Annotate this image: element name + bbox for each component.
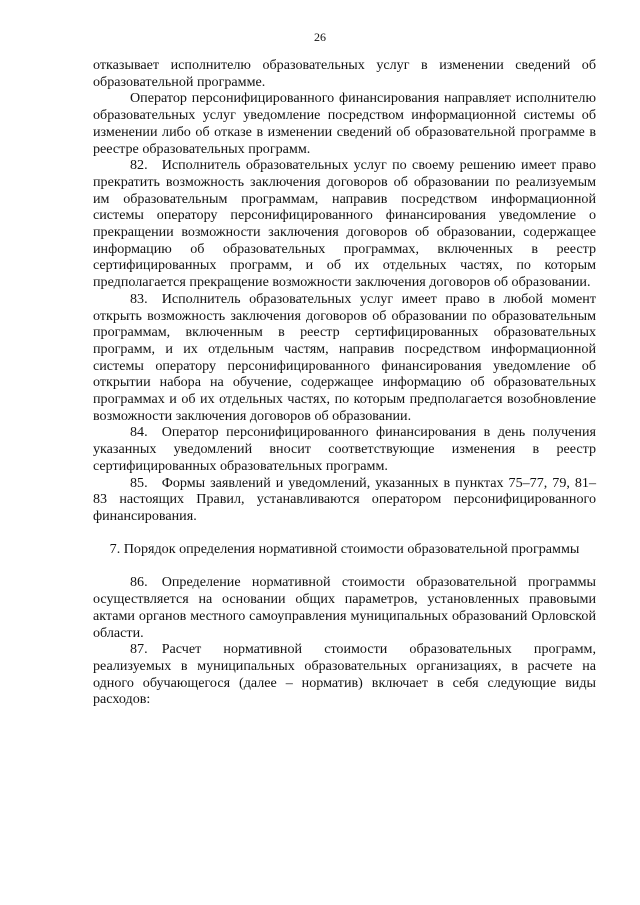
paragraph-85: 85. Формы заявлений и уведомлений, указанных в пунктах 75–77, 79, 81–83 настоящих Правил, устанавливаются оператором персонифицированного финансирования. [93, 474, 596, 524]
section-heading: 7. Порядок определения нормативной стоимости образовательной программы [109, 540, 580, 557]
paragraph-86: 86. Определение нормативной стоимости образовательной программы осуществляется на основании общих параметров, установленных правовыми актами органов местного самоуправления муниципальных образований Орловской области. [93, 574, 596, 641]
paragraph-84: 84. Оператор персонифицированного финансирования в день получения указанных уведомлений вносит соответствующие изменения в реестр сертифицированных образовательных программ. [93, 424, 596, 474]
paragraph-operator-notice: Оператор персонифицированного финансирования направляет исполнителю образовательных услуг уведомление посредством информационной системы об изменении либо об отказе в изменении сведений об образовательной программе в реестре образовательных программ. [93, 90, 596, 157]
paragraph-82: 82. Исполнитель образовательных услуг по своему решению имеет право прекратить возможность заключения договоров об образовании по реализуемым им образовательным программам, направив посредством информационной системы оператору персонифицированного финансирования уведомление о прекращении возможности заключения договоров об образовании, содержащее информацию об образовательных программах, включенных в реестр сертифицированных программ, и об их отдельных частях, по которым предполагается прекращение возможности заключения договоров об образовании. [93, 157, 596, 291]
page-number: 26 [314, 30, 326, 44]
paragraph-continuation: отказывает исполнителю образовательных услуг в изменении сведений об образовательной программе. [93, 57, 596, 90]
document-body [93, 57, 596, 708]
paragraph-83: 83. Исполнитель образовательных услуг имеет право в любой момент открыть возможность заключения договоров об образовании по образовательным программам, включенным в реестр сертифицированных образовательных программ, и их отдельным частям, направив посредством информационной системы оператору персонифицированного финансирования уведомление об открытии набора на обучение, содержащее информацию об образовательных программах и об их отдельных частях, по которым предполагается возобновление возможности заключения договоров об образовании. [93, 290, 596, 424]
paragraph-87: 87. Расчет нормативной стоимости образовательных программ, реализуемых в муниципальных образовательных организациях, в расчете на одного обучающегося (далее – норматив) включает в себя следующие виды расходов: [93, 641, 596, 708]
